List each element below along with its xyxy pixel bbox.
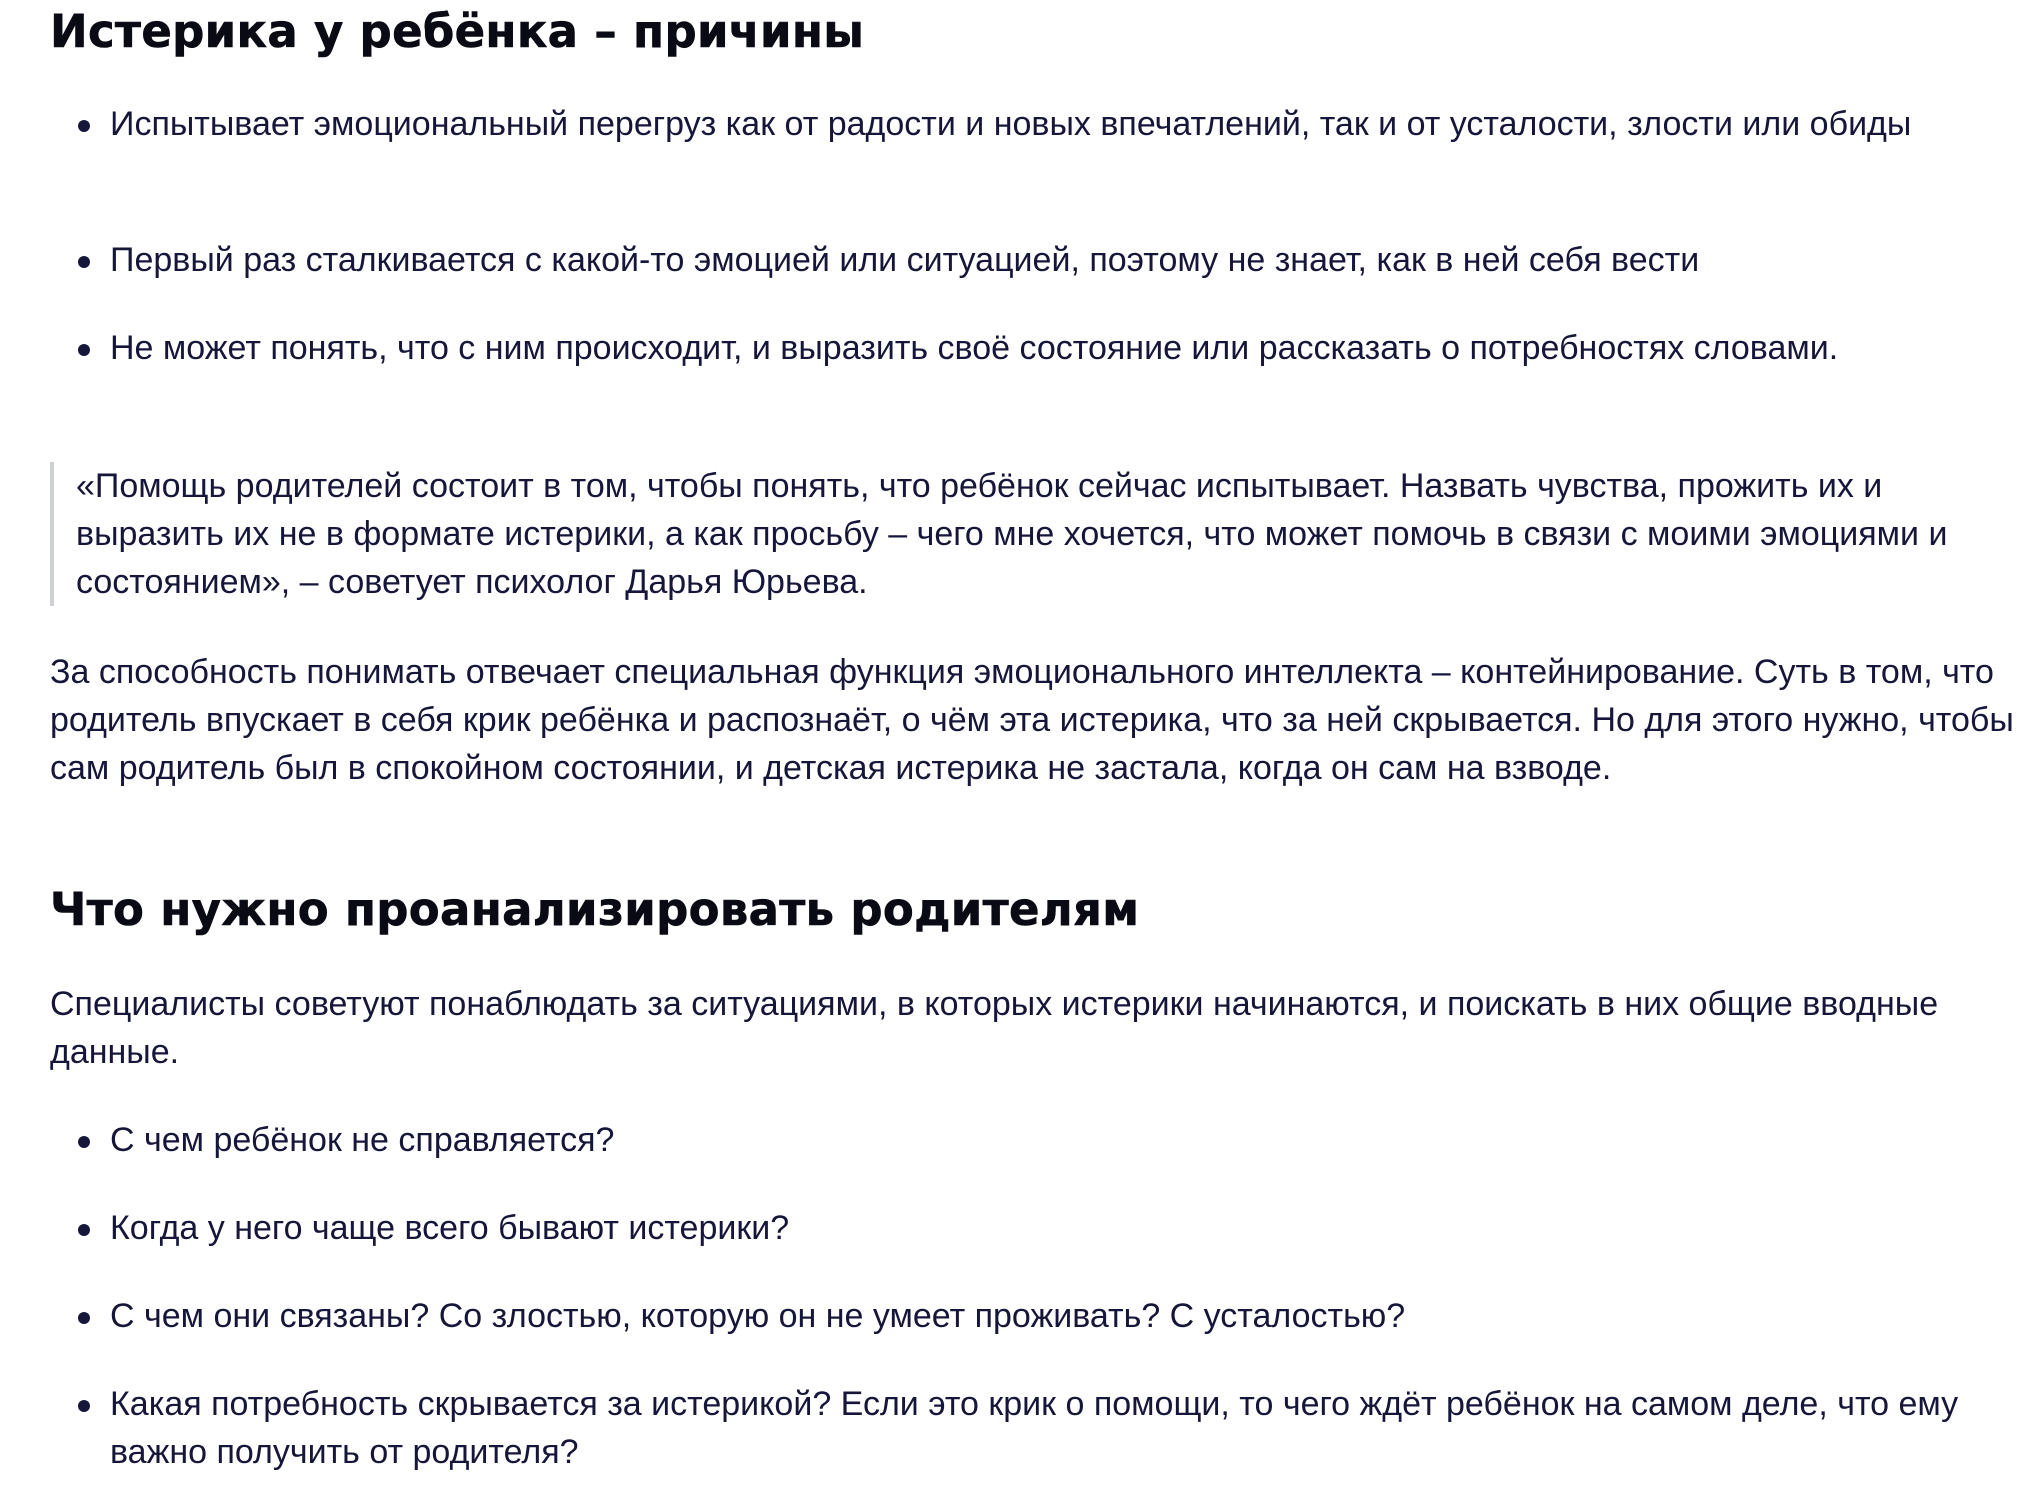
- list-item-text: Какая потребность скрывается за истерикой? Если это крик о помощи, то чего ждёт ребёнок на самом деле, что ему важно получить от родителя?: [110, 1385, 1959, 1471]
- list-item-text: Когда у него чаще всего бывают истерики?: [110, 1209, 790, 1247]
- analysis-paragraph: Специалисты советуют понаблюдать за ситуациями, в которых истерики начинаются, и поискать в них общие вводные данные.: [50, 985, 1939, 1071]
- list-item: [50, 1292, 2010, 1340]
- list-item: [50, 324, 2010, 372]
- bullet-icon: [78, 1224, 90, 1236]
- bullet-icon: [78, 1136, 90, 1148]
- list-item-text: Испытывает эмоциональный перегруз как от радости и новых впечатлений, так и от усталости, злости или обиды: [110, 105, 1912, 143]
- list-item: [50, 100, 2010, 148]
- bullet-icon: [78, 1400, 90, 1412]
- bullet-icon: [78, 1312, 90, 1324]
- list-item: [50, 1204, 2010, 1252]
- section-heading-analysis: Что нужно проанализировать родителям: [50, 883, 1140, 936]
- expert-quote: [50, 462, 2010, 606]
- list-item-text: С чем ребёнок не справляется?: [110, 1121, 615, 1159]
- bullet-icon: [78, 120, 90, 132]
- list-item-text: Первый раз сталкивается с какой-то эмоцией или ситуацией, поэтому не знает, как в ней себя вести: [110, 241, 1700, 279]
- section-heading-causes: Истерика у ребёнка – причины: [50, 5, 865, 58]
- containment-paragraph: За способность понимать отвечает специальная функция эмоционального интеллекта – контейнирование. Суть в том, что родитель впускает в себя крик ребёнка и распознаёт, о чём эта истерика, что за ней скрывается. Но для этого нужно, чтобы сам родитель был в спокойном состоянии, и детская истерика не застала, когда он сам на взводе.: [50, 653, 2014, 787]
- list-item-text: С чем они связаны? Со злостью, которую он не умеет проживать? С усталостью?: [110, 1297, 1406, 1335]
- list-item: [50, 236, 2010, 284]
- list-item: [50, 1116, 2010, 1164]
- quote-text: «Помощь родителей состоит в том, чтобы понять, что ребёнок сейчас испытывает. Назвать чувства, прожить их и выразить их не в формате истерики, а как просьбу – чего мне хочется, что может помочь в связи с моими эмоциями и состоянием», – советует психолог Дарья Юрьева.: [76, 467, 1948, 601]
- bullet-icon: [78, 344, 90, 356]
- list-item-text: Не может понять, что с ним происходит, и выразить своё состояние или рассказать о потребностях словами.: [110, 329, 1839, 367]
- list-item: [50, 1380, 2010, 1476]
- bullet-icon: [78, 256, 90, 268]
